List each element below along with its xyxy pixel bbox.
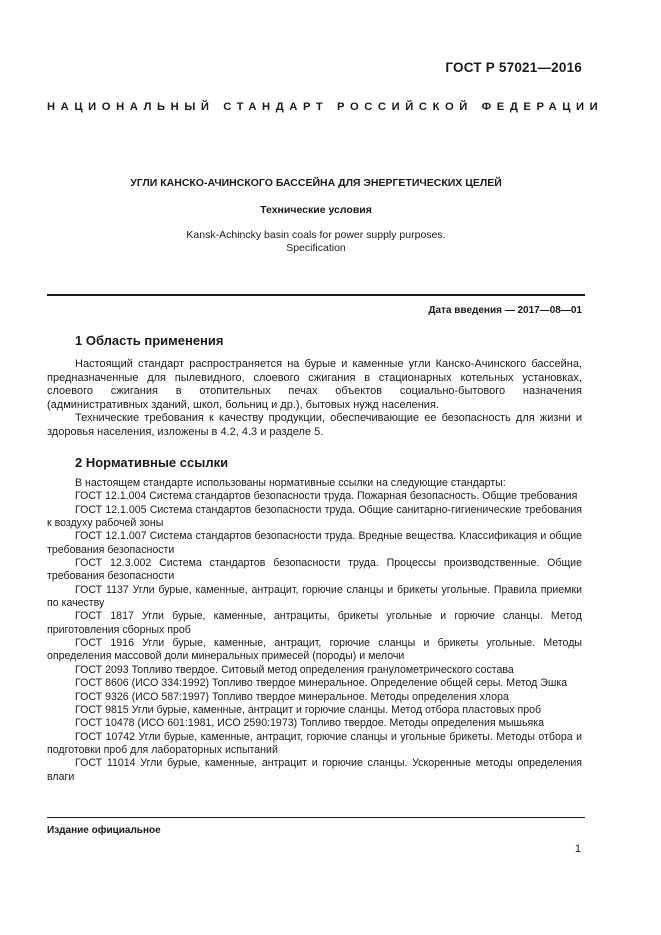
reference-item: ГОСТ 1817 Угли бурые, каменные, антрациты, брикеты угольные и горючие сланцы. Метод приготовления сборных проб	[47, 610, 582, 636]
reference-item: ГОСТ 9326 (ИСО 587:1997) Топливо твердое минеральное. Методы определения хлора	[75, 690, 509, 703]
national-standard-heading: НАЦИОНАЛЬНЫЙ СТАНДАРТ РОССИЙСКОЙ ФЕДЕРАЦИИ	[47, 101, 604, 113]
section-1-paragraph-2: Технические требования к качеству продукции, обеспечивающие ее безопасность для жизни и здоровья населения, изложены в 4.2, 4.3 и разделе 5.	[47, 412, 582, 438]
references-intro: В настоящем стандарте использованы нормативные ссылки на следующие стандарты:	[75, 477, 506, 489]
document-number: ГОСТ Р 57021—2016	[445, 60, 582, 75]
english-title-line-2: Specification	[286, 241, 346, 254]
reference-item: ГОСТ 12.1.004 Система стандартов безопасности труда. Пожарная безопасность. Общие требования	[75, 490, 578, 503]
english-title	[47, 229, 585, 254]
reference-item: ГОСТ 10742 Угли бурые, каменные, антрацит, горючие сланцы и угольные брикеты. Методы отбора и подготовки проб для лабораторных испытаний	[47, 730, 582, 756]
reference-item: ГОСТ 12.1.005 Система стандартов безопасности труда. Общие санитарно-гигиенические требования к воздуху рабочей зоны	[47, 503, 582, 530]
reference-item: ГОСТ 11014 Угли бурые, каменные, антрацит и горючие сланцы. Ускоренные методы определения влаги	[47, 757, 582, 783]
official-edition-label: Издание официальное	[47, 825, 161, 836]
document-title: УГЛИ КАНСКО-АЧИНСКОГО БАССЕЙНА ДЛЯ ЭНЕРГЕТИЧЕСКИХ ЦЕЛЕЙ	[130, 177, 502, 189]
reference-item: ГОСТ 1137 Угли бурые, каменные, антрацит, горючие сланцы и брикеты угольные. Правила приемки по качеству	[47, 583, 582, 610]
reference-item: ГОСТ 10478 (ИСО 601:1981, ИСО 2590:1973) Топливо твердое. Методы определения мышьяка	[75, 717, 544, 730]
english-title-line-1: Kansk-Achincky basin coals for power supply purposes.	[186, 229, 446, 241]
section-1-body	[47, 358, 582, 440]
normative-references-list	[47, 477, 582, 784]
reference-item: ГОСТ 1916 Угли бурые, каменные, антрацит, горючие сланцы и брикеты угольные. Методы определения массовой доли минеральных примесей (породы) и мелочи	[47, 637, 582, 663]
header-divider	[47, 294, 585, 296]
document-subtitle: Технические условия	[260, 204, 372, 216]
page-number: 1	[574, 843, 581, 855]
reference-item: ГОСТ 12.1.007 Система стандартов безопасности труда. Вредные вещества. Классификация и общие требования безопасности	[47, 530, 582, 556]
introduction-date: Дата введения — 2017—08—01	[428, 305, 582, 316]
section-1-heading: 1 Область применения	[75, 333, 224, 348]
section-2-heading: 2 Нормативные ссылки	[75, 455, 229, 470]
reference-item: ГОСТ 8606 (ИСО 334:1992) Топливо твердое минеральное. Определение общей серы. Метод Эшка	[75, 677, 568, 690]
reference-item: ГОСТ 9815 Угли бурые, каменные, антрацит и горючие сланцы. Метод отбора пластовых проб	[75, 703, 542, 716]
section-1-paragraph-1: Настоящий стандарт распространяется на бурые и каменные угли Канско-Ачинского бассейна, предназначенные для пылевидного, слоевого сжигания в стационарных котельных установках, слоевого сжигания в отопительных печах объектов социально-бытового назначения (административных зданий, школ, больниц и др.), бытовых нужд населения.	[47, 358, 582, 411]
reference-item: ГОСТ 12.3.002 Система стандартов безопасности труда. Процессы производственные. Общие требования безопасности	[47, 557, 582, 583]
reference-item: ГОСТ 2093 Топливо твердое. Ситовый метод определения гранулометрического состава	[75, 663, 514, 676]
footer-divider	[47, 817, 585, 818]
